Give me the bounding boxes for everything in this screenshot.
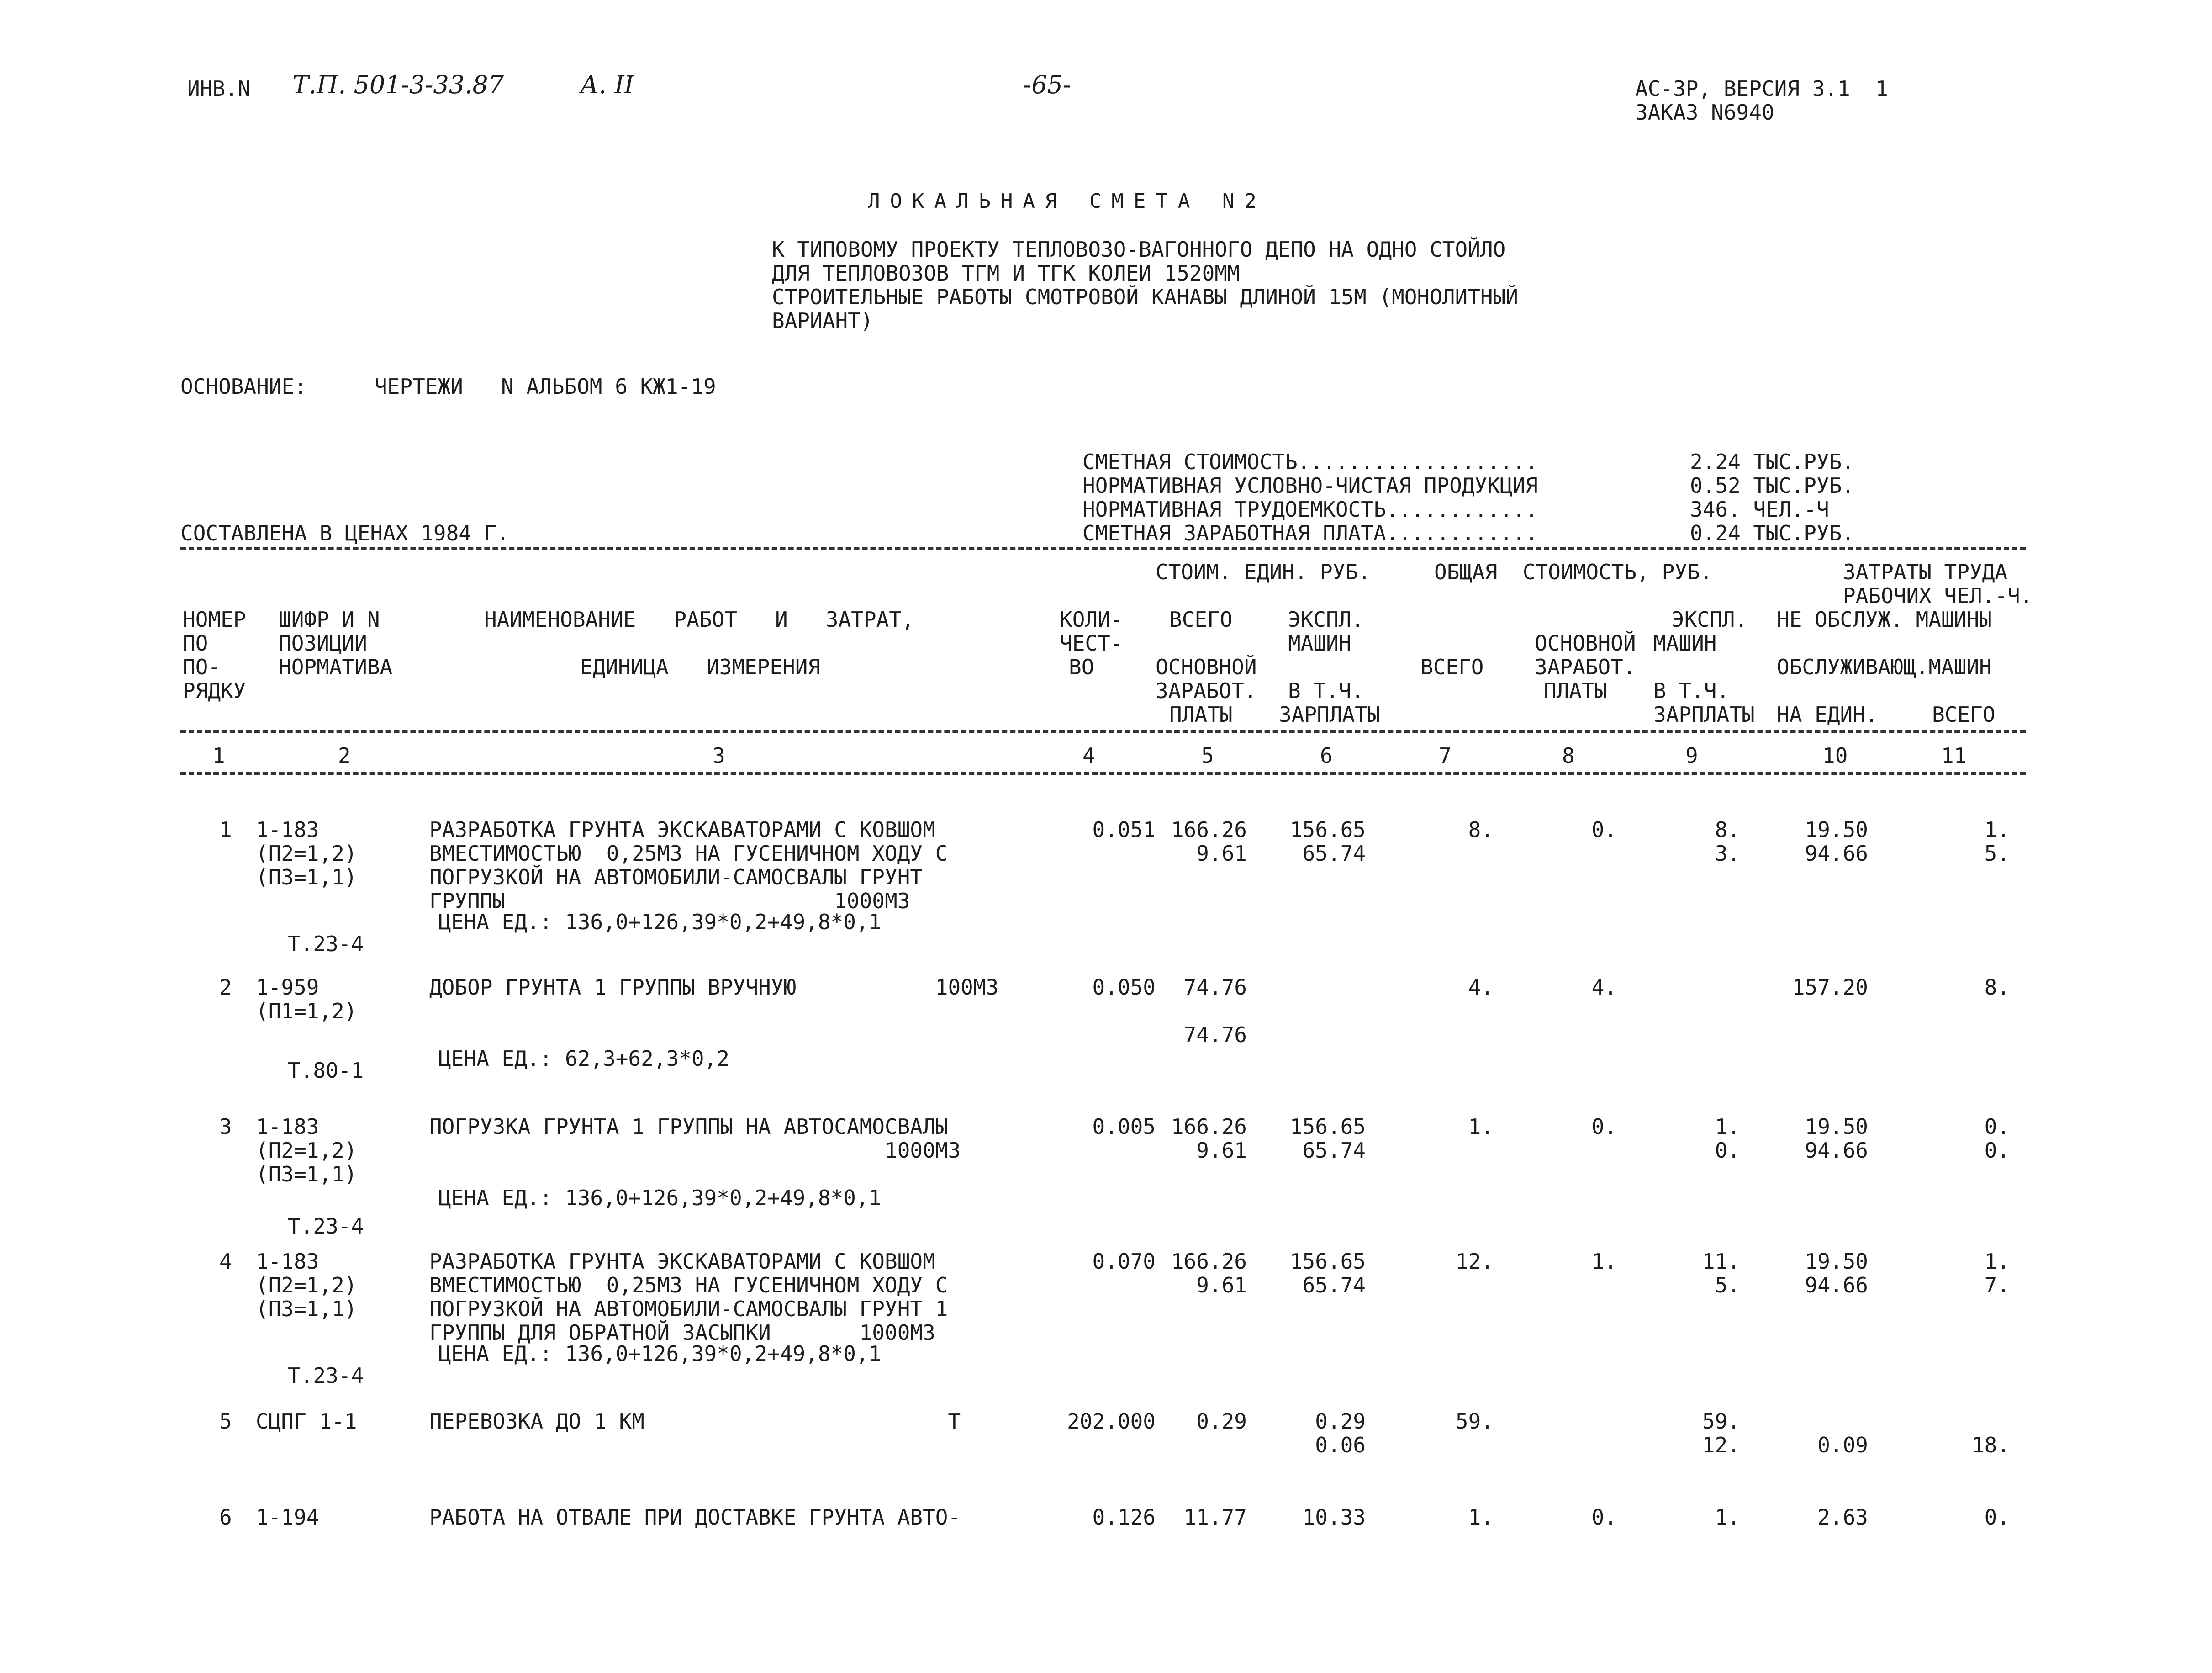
row-unit-price: ЦЕНА ЕД.: 136,0+126,39*0,2+49,8*0,1 — [438, 1186, 882, 1210]
row-name: ПОГРУЗКА ГРУНТА 1 ГРУППЫ НА АВТОСАМОСВАЛЫ — [429, 1114, 948, 1139]
row-c10: 157.20 — [1792, 975, 1868, 1000]
hdr-col6-a: ЭКСПЛ. — [1288, 607, 1364, 632]
order-number: ЗАКАЗ N6940 — [1635, 100, 1774, 125]
summary-label-2: НОРМАТИВНАЯ УСЛОВНО-ЧИСТАЯ ПРОДУКЦИЯ — [1082, 473, 1538, 498]
row-c10b: 94.66 — [1805, 1138, 1868, 1163]
hdr-col5-a: ВСЕГО — [1169, 607, 1233, 632]
hdr-col2-a: ШИФР И N — [279, 607, 380, 632]
hdr-col8-a: ОСНОВНОЙ — [1535, 631, 1636, 656]
row-reference: Т.23-4 — [288, 1363, 364, 1388]
row-quantity: 0.051 — [1092, 817, 1156, 842]
row-c7: 59. — [1455, 1409, 1494, 1434]
row-unit-price: ЦЕНА ЕД.: 136,0+126,39*0,2+49,8*0,1 — [438, 910, 882, 934]
summary-label-3: НОРМАТИВНАЯ ТРУДОЕМКОСТЬ............ — [1082, 497, 1538, 522]
row-number: 4 — [219, 1249, 232, 1274]
row-name: ДОБОР ГРУНТА 1 ГРУППЫ ВРУЧНУЮ 100М3 — [429, 975, 999, 1000]
header-top-rule — [180, 547, 2026, 550]
row-c6b: 65.74 — [1302, 841, 1366, 866]
hdr-col10-c: НА ЕДИН. — [1777, 702, 1878, 727]
row-number: 1 — [219, 817, 232, 842]
row-c5: 166.26 — [1171, 1114, 1247, 1139]
row-c8: 4. — [1591, 975, 1617, 1000]
hdr-col10-b: ОБСЛУЖИВАЮЩ.МАШИН — [1777, 655, 1992, 679]
row-c9b: 3. — [1715, 841, 1740, 866]
hdr-col6-b: МАШИН — [1288, 631, 1351, 656]
row-c11: 1. — [1984, 1249, 2010, 1274]
hdr-col5-b: ОСНОВНОЙ — [1156, 655, 1257, 679]
colnum-9: 9 — [1685, 743, 1698, 768]
row-name: РАЗРАБОТКА ГРУНТА ЭКСКАВАТОРАМИ С КОВШОМ — [429, 817, 935, 842]
row-name: 1000М3 — [429, 1138, 961, 1163]
row-c6b: 0.06 — [1315, 1433, 1366, 1457]
row-c10: 19.50 — [1805, 1114, 1868, 1139]
hdr-col4-b: ЧЕСТ- — [1060, 631, 1123, 656]
row-reference: Т.23-4 — [288, 931, 364, 956]
hdr-col7: ВСЕГО — [1420, 655, 1484, 679]
row-name: ГРУППЫ 1000М3 — [429, 889, 910, 913]
row-c10: 19.50 — [1805, 817, 1868, 842]
row-c7: 1. — [1468, 1114, 1494, 1139]
row-unit-price: ЦЕНА ЕД.: 62,3+62,3*0,2 — [438, 1046, 729, 1071]
row-c11: 8. — [1984, 975, 2010, 1000]
row-name: РАБОТА НА ОТВАЛЕ ПРИ ДОСТАВКЕ ГРУНТА АВТО- — [429, 1505, 961, 1530]
basis-value: ЧЕРТЕЖИ N АЛЬБОМ 6 КЖ1-19 — [375, 374, 716, 399]
row-name: ВМЕСТИМОСТЬЮ 0,25М3 НА ГУСЕНИЧНОМ ХОДУ С — [429, 1273, 948, 1297]
colnum-6: 6 — [1320, 743, 1333, 768]
program-version: АС-3Р, ВЕРСИЯ 3.1 1 — [1635, 76, 1888, 101]
hdr-col8-c: ПЛАТЫ — [1544, 678, 1607, 703]
row-c9: 8. — [1715, 817, 1740, 842]
hdr-col9-c: В Т.Ч. — [1653, 678, 1730, 703]
hdr-col1-c: ПО- — [183, 655, 221, 679]
row-number: 2 — [219, 975, 232, 1000]
row-name: ПОГРУЗКОЙ НА АВТОМОБИЛИ-САМОСВАЛЫ ГРУНТ — [429, 865, 923, 889]
row-quantity: 0.005 — [1092, 1114, 1156, 1139]
row-code: 1-194 — [256, 1505, 319, 1530]
hdr-col5-c: ЗАРАБОТ. — [1156, 678, 1257, 703]
row-code: 1-959 — [256, 975, 319, 1000]
row-number: 3 — [219, 1114, 232, 1139]
row-c11: 0. — [1984, 1505, 2010, 1530]
row-c7: 8. — [1468, 817, 1494, 842]
row-c6: 156.65 — [1289, 817, 1366, 842]
row-c9: 1. — [1715, 1114, 1740, 1139]
row-c10: 2.63 — [1817, 1505, 1868, 1530]
colnum-7: 7 — [1439, 743, 1452, 768]
hdr-col6-d: ЗАРПЛАТЫ — [1279, 702, 1380, 727]
colnum-1: 1 — [212, 743, 225, 768]
hdr-col4-c: ВО — [1069, 655, 1094, 679]
row-c8: 0. — [1591, 1505, 1617, 1530]
colnum-10: 10 — [1822, 743, 1848, 768]
summary-value-4: 0.24 ТЫС.РУБ. — [1690, 521, 1855, 545]
album-number: А. II — [580, 70, 634, 99]
row-code: 1-183 — [256, 1114, 319, 1139]
row-name: ВМЕСТИМОСТЬЮ 0,25М3 НА ГУСЕНИЧНОМ ХОДУ С — [429, 841, 948, 866]
row-c6b: 65.74 — [1302, 1273, 1366, 1297]
row-name: ПЕРЕВОЗКА ДО 1 КМ Т — [429, 1409, 961, 1434]
colnum-2: 2 — [338, 743, 351, 768]
hdr-col3-unit: ЕДИНИЦА ИЗМЕРЕНИЯ — [580, 655, 821, 679]
row-reference: Т.80-1 — [288, 1058, 364, 1083]
row-c6: 10.33 — [1302, 1505, 1366, 1530]
basis-label: ОСНОВАНИЕ: — [180, 374, 307, 399]
summary-label-1: СМЕТНАЯ СТОИМОСТЬ................... — [1082, 450, 1538, 474]
row-c5: 11.77 — [1183, 1505, 1247, 1530]
summary-value-2: 0.52 ТЫС.РУБ. — [1690, 473, 1855, 498]
row-c6: 0.29 — [1315, 1409, 1366, 1434]
prices-year: СОСТАВЛЕНА В ЦЕНАХ 1984 Г. — [180, 521, 510, 545]
row-code: (П3=1,1) — [256, 1162, 357, 1186]
hdr-labor-b: РАБОЧИХ ЧЕЛ.-Ч. — [1843, 583, 2033, 608]
row-code: 1-183 — [256, 1249, 319, 1274]
row-quantity: 202.000 — [1067, 1409, 1156, 1434]
colnum-11: 11 — [1941, 743, 1967, 768]
row-c9: 11. — [1702, 1249, 1740, 1274]
row-c5b: 9.61 — [1196, 1138, 1247, 1163]
hdr-col2-c: НОРМАТИВА — [279, 655, 393, 679]
row-name: ГРУППЫ ДЛЯ ОБРАТНОЙ ЗАСЫПКИ 1000М3 — [429, 1320, 935, 1345]
row-c10b: 94.66 — [1805, 841, 1868, 866]
colnum-3: 3 — [713, 743, 725, 768]
inventory-label: ИНВ.N — [187, 76, 251, 101]
row-code: (П2=1,2) — [256, 1138, 357, 1163]
hdr-col1-d: РЯДКУ — [183, 678, 246, 703]
row-code: (П2=1,2) — [256, 841, 357, 866]
row-code: (П1=1,2) — [256, 999, 357, 1023]
hdr-labor-a: ЗАТРАТЫ ТРУДА — [1843, 560, 2008, 584]
row-c11b: 7. — [1984, 1273, 2010, 1297]
hdr-unit-cost: СТОИМ. ЕДИН. РУБ. — [1156, 560, 1371, 584]
row-c9: 59. — [1702, 1409, 1740, 1434]
row-c8: 0. — [1591, 817, 1617, 842]
row-c5b: 74.76 — [1183, 1022, 1247, 1047]
row-code: (П2=1,2) — [256, 1273, 357, 1297]
row-c9b: 12. — [1702, 1433, 1740, 1457]
row-name: ПОГРУЗКОЙ НА АВТОМОБИЛИ-САМОСВАЛЫ ГРУНТ 1 — [429, 1297, 948, 1321]
hdr-col5-d: ПЛАТЫ — [1169, 702, 1233, 727]
row-c6b: 65.74 — [1302, 1138, 1366, 1163]
hdr-col8-b: ЗАРАБОТ. — [1535, 655, 1636, 679]
row-c10b: 94.66 — [1805, 1273, 1868, 1297]
header-bottom-rule — [180, 730, 2026, 733]
row-c8: 0. — [1591, 1114, 1617, 1139]
row-quantity: 0.050 — [1092, 975, 1156, 1000]
row-c6: 156.65 — [1289, 1249, 1366, 1274]
row-c5b: 9.61 — [1196, 1273, 1247, 1297]
title-line-1: К ТИПОВОМУ ПРОЕКТУ ТЕПЛОВОЗО-ВАГОННОГО ДЕПО НА ОДНО СТОЙЛО — [772, 237, 1506, 262]
row-c5: 0.29 — [1196, 1409, 1247, 1434]
row-c11b: 18. — [1971, 1433, 2010, 1457]
row-c9b: 0. — [1715, 1138, 1740, 1163]
hdr-col9-b: МАШИН — [1653, 631, 1717, 656]
colnum-5: 5 — [1201, 743, 1214, 768]
row-code: (П3=1,1) — [256, 1297, 357, 1321]
row-c7: 4. — [1468, 975, 1494, 1000]
hdr-col2-b: ПОЗИЦИИ — [279, 631, 367, 656]
numbers-bottom-rule — [180, 772, 2026, 775]
row-number: 6 — [219, 1505, 232, 1530]
row-c7: 1. — [1468, 1505, 1494, 1530]
row-c6: 156.65 — [1289, 1114, 1366, 1139]
page-number: -65- — [1023, 70, 1072, 99]
row-c11: 0. — [1984, 1114, 2010, 1139]
row-number: 5 — [219, 1409, 232, 1434]
colnum-8: 8 — [1562, 743, 1575, 768]
row-code: СЦПГ 1-1 — [256, 1409, 357, 1434]
row-c5: 74.76 — [1183, 975, 1247, 1000]
row-c11b: 0. — [1984, 1138, 2010, 1163]
hdr-col1-b: ПО — [183, 631, 208, 656]
row-c5: 166.26 — [1171, 817, 1247, 842]
colnum-4: 4 — [1082, 743, 1095, 768]
row-quantity: 0.126 — [1092, 1505, 1156, 1530]
hdr-col6-c: В Т.Ч. — [1288, 678, 1364, 703]
row-c8: 1. — [1591, 1249, 1617, 1274]
summary-label-4: СМЕТНАЯ ЗАРАБОТНАЯ ПЛАТА............ — [1082, 521, 1538, 545]
row-c5: 166.26 — [1171, 1249, 1247, 1274]
hdr-col4-a: КОЛИ- — [1060, 607, 1123, 632]
row-c9: 1. — [1715, 1505, 1740, 1530]
row-c7: 12. — [1455, 1249, 1494, 1274]
hdr-col9-d: ЗАРПЛАТЫ — [1653, 702, 1755, 727]
summary-value-3: 346. ЧЕЛ.-Ч — [1690, 497, 1829, 522]
row-name: РАЗРАБОТКА ГРУНТА ЭКСКАВАТОРАМИ С КОВШОМ — [429, 1249, 935, 1274]
row-quantity: 0.070 — [1092, 1249, 1156, 1274]
row-c9b: 5. — [1715, 1273, 1740, 1297]
hdr-col3-name: НАИМЕНОВАНИЕ РАБОТ И ЗАТРАТ, — [484, 607, 914, 632]
document-title: ЛОКАЛЬНАЯ СМЕТА N2 — [868, 190, 1267, 213]
row-code: 1-183 — [256, 817, 319, 842]
row-c5b: 9.61 — [1196, 841, 1247, 866]
title-line-4: ВАРИАНТ) — [772, 308, 873, 333]
row-c10b: 0.09 — [1817, 1433, 1868, 1457]
row-unit-price: ЦЕНА ЕД.: 136,0+126,39*0,2+49,8*0,1 — [438, 1341, 882, 1366]
title-line-3: СТРОИТЕЛЬНЫЕ РАБОТЫ СМОТРОВОЙ КАНАВЫ ДЛИНОЙ 15М (МОНОЛИТНЫЙ — [772, 285, 1518, 309]
row-c10: 19.50 — [1805, 1249, 1868, 1274]
row-c11b: 5. — [1984, 841, 2010, 866]
hdr-total-cost: ОБЩАЯ СТОИМОСТЬ, РУБ. — [1434, 560, 1713, 584]
hdr-col10-a: НЕ ОБСЛУЖ. МАШИНЫ — [1777, 607, 1992, 632]
title-line-2: ДЛЯ ТЕПЛОВОЗОВ ТГМ И ТГК КОЛЕИ 1520ММ — [772, 261, 1240, 286]
summary-value-1: 2.24 ТЫС.РУБ. — [1690, 450, 1855, 474]
row-reference: Т.23-4 — [288, 1214, 364, 1239]
hdr-col11: ВСЕГО — [1932, 702, 1996, 727]
row-c11: 1. — [1984, 817, 2010, 842]
project-code: Т.П. 501-3-33.87 — [292, 70, 504, 99]
row-code: (П3=1,1) — [256, 865, 357, 889]
hdr-col1-a: НОМЕР — [183, 607, 246, 632]
hdr-col9-a: ЭКСПЛ. — [1672, 607, 1748, 632]
